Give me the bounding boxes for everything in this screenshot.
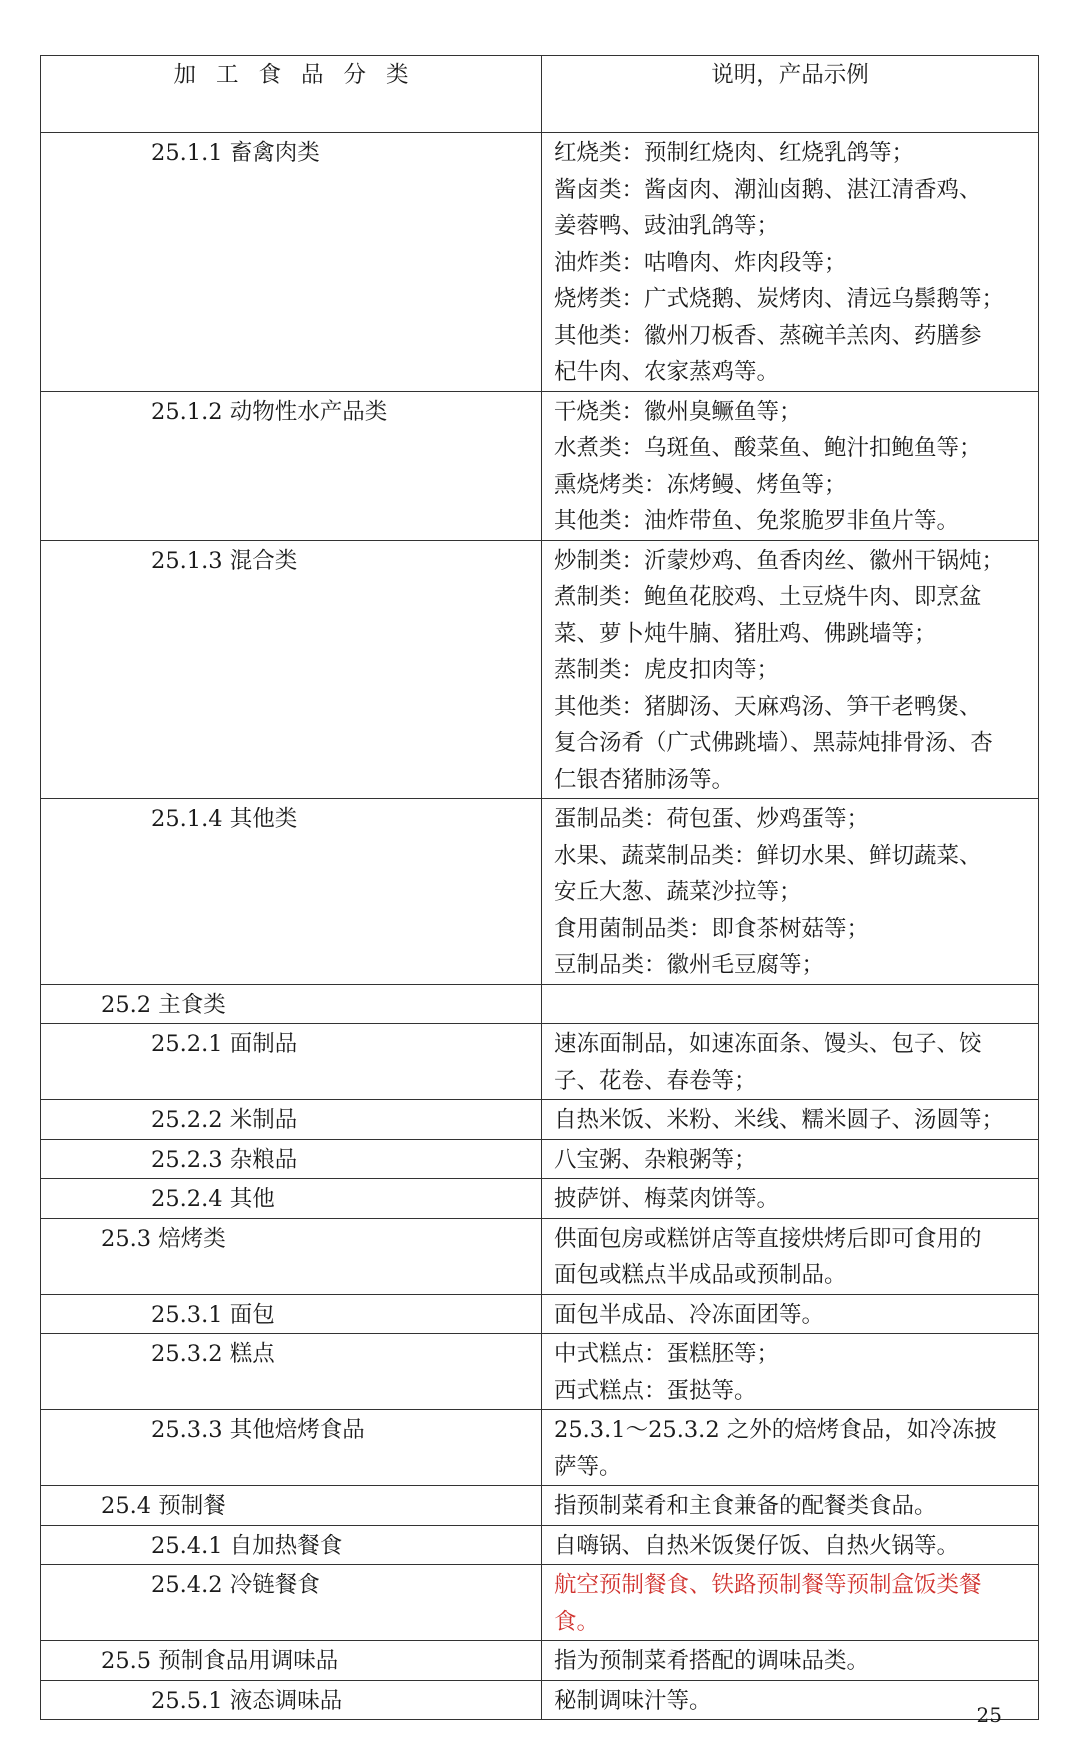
description-line: 面包或糕点半成品或预制品。 (554, 1262, 847, 1288)
description-line: 烧烤类：广式烧鹅、炭烤肉、清远乌鬃鹅等； (554, 286, 1005, 312)
description-line: 仁银杏猪肺汤等。 (554, 766, 735, 793)
description-line: 食。 (554, 1608, 600, 1635)
category-cell: 25.3.3 其他焙烤食品 (41, 1410, 542, 1486)
description-line: 指预制菜肴和主食兼备的配餐类食品。 (554, 1493, 937, 1519)
description-line: 炒制类：沂蒙炒鸡、鱼香肉丝、徽州干锅炖； (554, 547, 1005, 574)
description-line: 面包半成品、冷冻面团等。 (554, 1301, 825, 1328)
table-row (41, 1525, 1039, 1565)
description-cell (542, 391, 1039, 540)
table-row (41, 1100, 1039, 1140)
description-line: 披萨饼、梅菜肉饼等。 (554, 1186, 780, 1212)
category-cell: 25.2 主食类 (41, 984, 542, 1024)
description-line: 菜、萝卜炖牛腩、猪肚鸡、佛跳墙等； (554, 620, 937, 647)
table-row (41, 1565, 1039, 1641)
description-line: 供面包房或糕饼店等直接烘烤后即可食用的 (554, 1225, 982, 1252)
description-cell (542, 1334, 1039, 1410)
category-cell: 25.5.1 液态调味品 (41, 1680, 542, 1720)
description-line: 油炸类：咕噜肉、炸肉段等； (554, 249, 847, 276)
category-cell: 25.5 预制食品用调味品 (41, 1641, 542, 1681)
header-description: 说明，产品示例 (542, 56, 1039, 133)
description-line: 复合汤肴（广式佛跳墙）、黑蒜炖排骨汤、杏 (554, 730, 993, 756)
table-row (41, 1486, 1039, 1526)
description-line: 速冻面制品，如速冻面条、馒头、包子、饺 (554, 1031, 982, 1057)
table-row (41, 1680, 1039, 1720)
description-cell (542, 540, 1039, 799)
table-row (41, 984, 1039, 1024)
description-line: 自嗨锅、自热米饭煲仔饭、自热火锅等。 (554, 1532, 960, 1559)
table-row (41, 133, 1039, 392)
description-line: 秘制调味汁等。 (554, 1687, 712, 1714)
header-category (41, 56, 542, 133)
description-line: 水果、蔬菜制品类：鲜切水果、鲜切蔬菜、 (554, 842, 982, 869)
category-cell: 25.1.4 其他类 (41, 799, 542, 985)
description-line: 其他类：猪脚汤、天麻鸡汤、笋干老鸭煲、 (554, 693, 982, 720)
description-line: 酱卤类：酱卤肉、潮汕卤鹅、湛江清香鸡、 (554, 176, 982, 203)
description-line: 25.3.1～25.3.2 之外的焙烤食品，如冷冻披 (554, 1417, 997, 1443)
category-cell: 25.1.2 动物性水产品类 (41, 391, 542, 540)
description-line: 蒸制类：虎皮扣肉等； (554, 657, 780, 683)
category-cell: 25.4.1 自加热餐食 (41, 1525, 542, 1565)
table-row (41, 1179, 1039, 1219)
table-row (41, 799, 1039, 985)
description-cell (542, 1486, 1039, 1526)
description-line: 姜蓉鸭、豉油乳鸽等； (554, 213, 780, 239)
table-row (41, 391, 1039, 540)
header-char: 加 (173, 62, 196, 88)
table-row (41, 1294, 1039, 1334)
table-row (41, 1410, 1039, 1486)
category-cell: 25.4.2 冷链餐食 (41, 1565, 542, 1641)
description-cell (542, 1139, 1039, 1179)
description-line: 水煮类：乌斑鱼、酸菜鱼、鲍汁扣鲍鱼等； (554, 435, 982, 461)
page-number: 25 (976, 1703, 1002, 1727)
table-row (41, 1139, 1039, 1179)
description-line: 航空预制餐食、铁路预制餐等预制盒饭类餐 (554, 1572, 982, 1598)
description-cell (542, 1641, 1039, 1681)
category-cell: 25.3.1 面包 (41, 1294, 542, 1334)
description-cell (542, 1218, 1039, 1294)
category-cell: 25.3 焙烤类 (41, 1218, 542, 1294)
category-cell: 25.3.2 糕点 (41, 1334, 542, 1410)
description-line: 指为预制菜肴搭配的调味品类。 (554, 1648, 870, 1674)
table-row (41, 1641, 1039, 1681)
category-cell: 25.1.3 混合类 (41, 540, 542, 799)
description-cell (542, 1179, 1039, 1219)
description-cell (542, 1100, 1039, 1140)
description-cell (542, 1024, 1039, 1100)
description-line: 安丘大葱、蔬菜沙拉等； (554, 879, 802, 905)
header-char: 工 (215, 62, 239, 88)
description-line: 食用菌制品类：即食茶树菇等； (554, 915, 870, 942)
description-line: 杞牛肉、农家蒸鸡等。 (554, 359, 780, 385)
table-header-row (41, 56, 1039, 133)
category-cell: 25.2.3 杂粮品 (41, 1139, 542, 1179)
description-line: 八宝粥、杂粮粥等； (554, 1146, 757, 1173)
description-cell (542, 1525, 1039, 1565)
description-line: 蛋制品类：荷包蛋、炒鸡蛋等； (554, 806, 870, 832)
header-char: 分 (343, 62, 367, 88)
description-line: 干烧类：徽州臭鳜鱼等； (554, 398, 802, 425)
category-cell: 25.2.4 其他 (41, 1179, 542, 1219)
description-line: 西式糕点：蛋挞等。 (554, 1377, 757, 1404)
description-cell (542, 984, 1039, 1024)
category-cell: 25.2.2 米制品 (41, 1100, 542, 1140)
description-line: 其他类：油炸带鱼、免浆脆罗非鱼片等。 (554, 508, 960, 534)
description-line: 其他类：徽州刀板香、蒸碗羊羔肉、药膳参 (554, 322, 982, 349)
description-line: 煮制类：鲍鱼花胶鸡、土豆烧牛肉、即烹盆 (554, 584, 982, 610)
description-line: 熏烧烤类：冻烤鳗、烤鱼等； (554, 471, 847, 498)
food-classification-table (40, 55, 1039, 1720)
table-row (41, 540, 1039, 799)
table-row (41, 1218, 1039, 1294)
description-line: 萨等。 (554, 1453, 622, 1480)
category-cell: 25.4 预制餐 (41, 1486, 542, 1526)
table-row (41, 1024, 1039, 1100)
description-cell (542, 1680, 1039, 1720)
description-cell (542, 799, 1039, 985)
description-line: 红烧类：预制红烧肉、红烧乳鸽等； (554, 140, 915, 166)
header-char: 品 (301, 62, 324, 88)
description-line: 子、花卷、春卷等； (554, 1067, 757, 1094)
table-row (41, 1334, 1039, 1410)
description-cell-highlighted (542, 1565, 1039, 1641)
header-char: 食 (258, 62, 281, 88)
category-cell: 25.1.1 畜禽肉类 (41, 133, 542, 392)
description-line: 豆制品类：徽州毛豆腐等； (554, 952, 825, 978)
description-cell (542, 133, 1039, 392)
header-char: 类 (386, 62, 409, 88)
category-cell: 25.2.1 面制品 (41, 1024, 542, 1100)
description-cell (542, 1294, 1039, 1334)
description-line: 中式糕点：蛋糕胚等； (554, 1341, 780, 1367)
description-cell (542, 1410, 1039, 1486)
description-line: 自热米饭、米粉、米线、糯米圆子、汤圆等； (554, 1107, 1005, 1133)
